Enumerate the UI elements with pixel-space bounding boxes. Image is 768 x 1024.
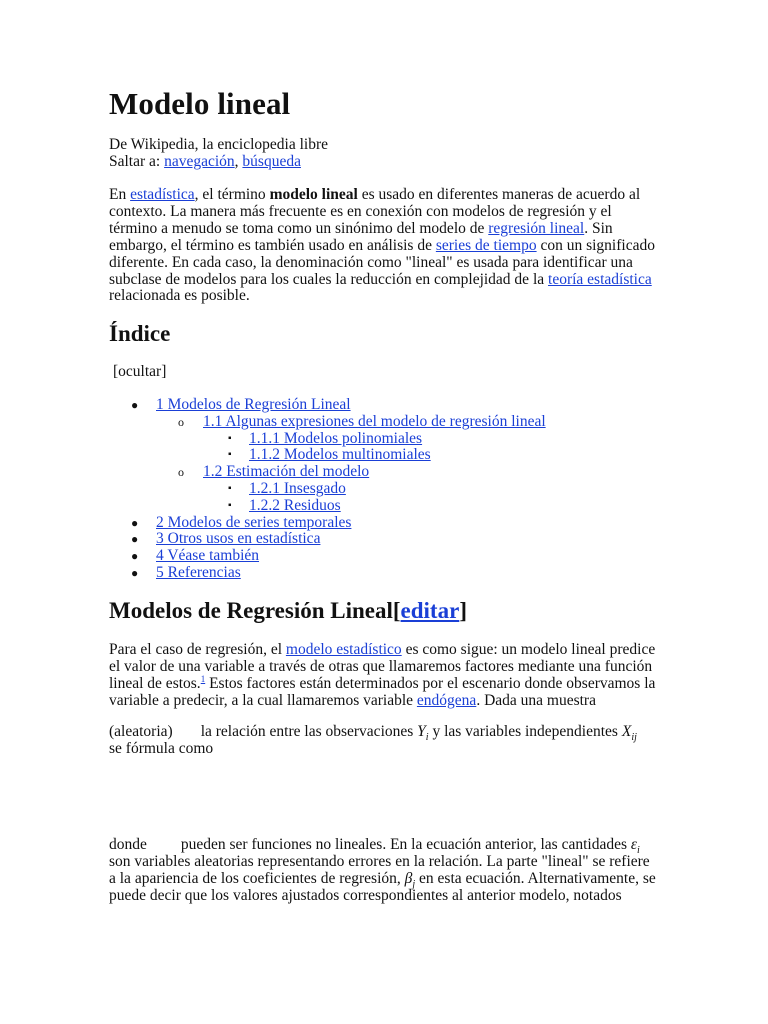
modelo-estadistico-link[interactable]: modelo estadístico — [285, 641, 402, 658]
toc-item — [0, 515, 700, 532]
toc-item — [0, 565, 700, 582]
toc-item — [0, 548, 700, 565]
teoria-estadistica-link[interactable]: teoría estadística — [548, 270, 652, 288]
toc-item — [0, 531, 700, 548]
toc-link[interactable]: 1.2 Estimación del modelo — [203, 463, 370, 481]
toc-link[interactable]: 2 Modelos de series temporales — [156, 513, 352, 531]
toc-item — [0, 498, 700, 515]
section1-paragraph3: donde pueden ser funciones no lineales. En la ecuación anterior, las cantidades $\varepsilon_i$ son variables aleatorias representando errores en la relación. La parte "lineal" se refiere a la apariencia de los coeficientes de regresión, $\beta_j$ en esta ecuación. Alternativamente, se puede decir que los valores ajustados correspondientes al anterior modelo, notados — [109, 836, 656, 904]
toc-item — [0, 431, 700, 448]
toc-toggle[interactable]: [ocultar] — [113, 363, 167, 380]
toc-link[interactable]: 1 Modelos de Regresión Lineal — [156, 396, 351, 413]
toc-item — [0, 464, 700, 481]
site-subtitle — [109, 137, 659, 171]
toc-link[interactable]: 1.1 Algunas expresiones del modelo de regresión lineal — [203, 412, 546, 430]
section-heading-regresion: Modelos de Regresión Lineal[editar] — [109, 598, 467, 623]
toc-item — [0, 447, 700, 464]
estadistica-link[interactable]: estadística — [130, 186, 195, 203]
bullet-icon: ● — [131, 565, 139, 580]
edit-section-link[interactable]: editar — [400, 598, 460, 623]
endogena-link[interactable]: endógena — [416, 691, 477, 709]
toc-link[interactable]: 1.1.2 Modelos multinomiales — [249, 446, 431, 464]
table-of-contents — [0, 397, 700, 582]
toc-link[interactable]: 4 Véase también — [156, 547, 260, 565]
toc-link[interactable]: 1.2.1 Insesgado — [249, 479, 346, 497]
navigation-link[interactable]: navegación — [164, 152, 235, 170]
subtitle-text: De Wikipedia, la enciclopedia libre — [109, 136, 329, 153]
bullet-icon: ● — [131, 532, 139, 547]
toc-item — [0, 397, 700, 414]
bullet-icon: o — [178, 465, 184, 480]
jump-links: Saltar a: navegación, búsqueda — [109, 152, 301, 170]
toc-item — [0, 481, 700, 498]
toc-heading: Índice — [109, 321, 171, 346]
regresion-lineal-link[interactable]: regresión lineal — [488, 219, 585, 237]
bullet-icon: ▪ — [228, 449, 232, 461]
toc-item — [0, 414, 700, 431]
bullet-icon: ▪ — [228, 499, 232, 511]
bullet-icon: o — [178, 414, 184, 429]
reference-link-1[interactable]: 1 — [200, 673, 206, 684]
page-title: Modelo lineal — [109, 86, 291, 121]
bullet-icon: ▪ — [228, 432, 232, 444]
series-de-tiempo-link[interactable]: series de tiempo — [435, 236, 537, 254]
toc-link[interactable]: 1.1.1 Modelos polinomiales — [249, 429, 423, 447]
bullet-icon: ● — [131, 398, 139, 412]
intro-paragraph: En estadística, el término modelo lineal es usado en diferentes maneras de acuerdo al contexto. La manera más frecuente es en conexión con modelos de regresión y el término a menudo se toma como un sinónimo del modelo de regresión lineal. Sin embargo, el término es también usado en análisis de series de tiempo con un significado diferente. En cada caso, la denominación como "lineal" es usada para identificar una subclase de modelos para los cuales la reducción en complejidad de la teoría estadística relacionada es posible. — [109, 186, 655, 305]
section1-paragraph1: Para el caso de regresión, el modelo estadístico es como sigue: un modelo lineal predice el valor de una variable a través de otras que llamaremos factores mediante una función lineal de estos.$^1$ Estos factores están determinados por el escenario donde observamos la variable a predecir, a la cual llamaremos variable endógena. Dada una muestra — [109, 641, 656, 709]
bold-term: modelo lineal — [269, 186, 358, 203]
search-link[interactable]: búsqueda — [242, 152, 301, 170]
bullet-icon: ▪ — [228, 482, 232, 494]
toc-link[interactable]: 5 Referencias — [156, 563, 241, 581]
bullet-icon: ● — [131, 549, 139, 564]
bullet-icon: ● — [131, 515, 139, 530]
toc-link[interactable]: 3 Otros usos en estadística — [156, 530, 321, 548]
section1-paragraph2: (aleatoria) la relación entre las observaciones $Y_i$ y las variables independientes $X_{ij}$ se fórmula como — [109, 723, 637, 757]
toc-link[interactable]: 1.2.2 Residuos — [249, 496, 341, 514]
